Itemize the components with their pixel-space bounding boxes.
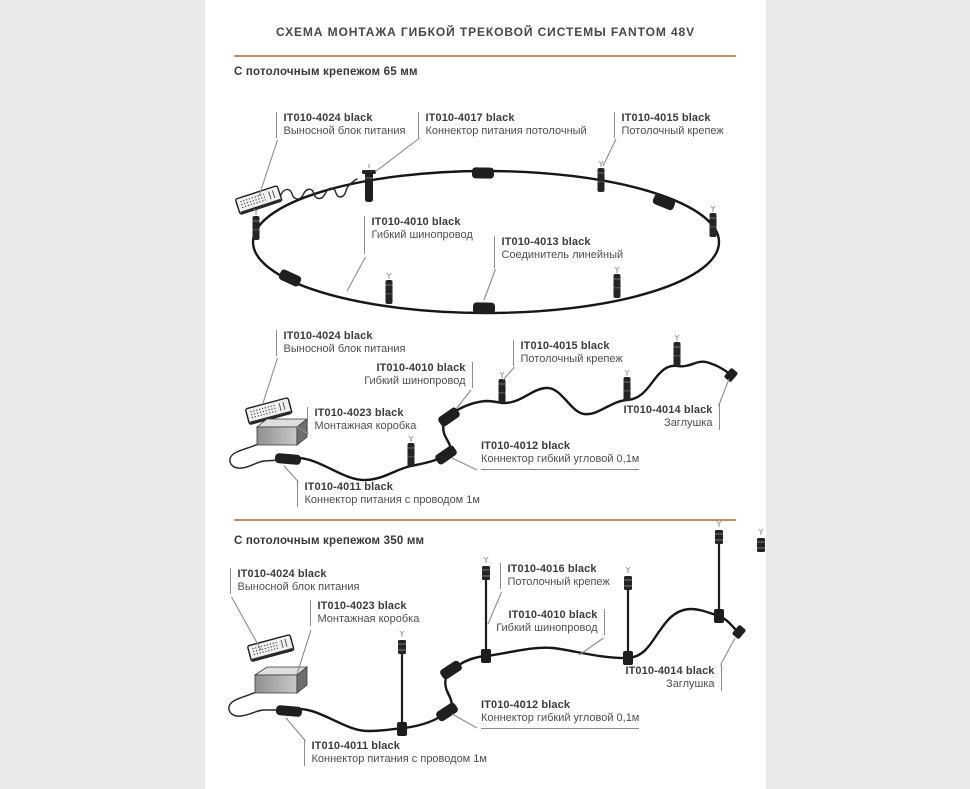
label-d3-power-supply xyxy=(230,568,359,594)
linear-connector-icon xyxy=(278,268,303,287)
ceiling-mount-icon xyxy=(624,370,631,401)
part-desc: Гибкий шинопровод xyxy=(496,622,598,634)
part-code: IT010-4010 black xyxy=(371,216,461,228)
label-d3-ceiling-mount xyxy=(500,563,610,589)
part-code: IT010-4013 black xyxy=(501,236,591,248)
label-d2-ceiling-mount xyxy=(513,340,623,366)
label-d2-endcap xyxy=(623,404,720,430)
label-d3-corner-connector xyxy=(481,699,639,729)
part-desc: Потолочный крепеж xyxy=(507,576,610,588)
mounting-box-icon xyxy=(255,667,307,693)
label-d1-flexible-track xyxy=(364,216,473,254)
section-heading-350mm: С потолочным крепежом 350 мм xyxy=(234,535,425,547)
part-desc: Потолочный крепеж xyxy=(520,353,623,365)
ceiling-mount-icon xyxy=(674,335,681,366)
part-desc: Выносной блок питания xyxy=(237,581,360,593)
part-desc: Коннектор питания с проводом 1м xyxy=(311,753,487,765)
part-code: IT010-4012 black xyxy=(481,440,571,452)
label-d2-corner-connector xyxy=(481,440,639,470)
ceiling-mount-icon xyxy=(499,372,506,403)
part-code: IT010-4023 black xyxy=(317,600,407,612)
ceiling-mount-icon xyxy=(408,436,415,467)
label-d1-ceiling-power-connector xyxy=(418,112,587,138)
label-d3-mounting-box xyxy=(310,600,419,626)
label-d1-power-supply xyxy=(276,112,405,138)
part-desc: Монтажная коробка xyxy=(314,420,417,432)
part-code: IT010-4023 black xyxy=(314,407,404,419)
part-desc: Выносной блок питания xyxy=(283,125,406,137)
label-d2-power-supply xyxy=(276,330,405,356)
part-desc: Коннектор питания потолочный xyxy=(425,125,587,137)
part-code: IT010-4015 black xyxy=(520,340,610,352)
part-desc: Гибкий шинопровод xyxy=(371,229,473,241)
part-desc: Соединитель линейный xyxy=(501,249,624,261)
label-d2-mounting-box xyxy=(307,407,416,433)
power-wire xyxy=(230,444,281,468)
flexible-track-loop xyxy=(253,171,719,313)
part-code: IT010-4014 black xyxy=(625,665,715,677)
part-code: IT010-4014 black xyxy=(623,404,713,416)
spare-mount-detail-icon xyxy=(757,529,765,552)
corner-connector-icon xyxy=(434,444,458,466)
power-wire xyxy=(229,692,280,716)
mounting-box-icon xyxy=(257,419,307,445)
section-heading-65mm: С потолочным крепежом 65 мм xyxy=(234,66,418,78)
part-desc: Коннектор гибкий угловой 0,1м xyxy=(481,453,640,465)
divider-line xyxy=(234,519,736,521)
part-code: IT010-4010 black xyxy=(376,362,466,374)
power-connector-icon xyxy=(276,705,303,717)
linear-connector-icon xyxy=(472,167,494,178)
part-desc: Заглушка xyxy=(664,417,713,429)
part-desc: Заглушка xyxy=(666,678,715,690)
diagram-65mm-oval xyxy=(235,138,719,314)
part-desc: Коннектор гибкий угловой 0,1м xyxy=(481,712,640,724)
part-code: IT010-4024 black xyxy=(283,112,373,124)
power-connector-icon xyxy=(275,453,302,465)
part-code: IT010-4010 black xyxy=(508,609,598,621)
part-desc: Гибкий шинопровод xyxy=(364,375,466,387)
power-wire xyxy=(280,179,357,199)
part-code: IT010-4017 black xyxy=(425,112,515,124)
part-desc: Коннектор питания с проводом 1м xyxy=(304,494,480,506)
part-code: IT010-4015 black xyxy=(621,112,711,124)
page-title: СХЕМА МОНТАЖА ГИБКОЙ ТРЕКОВОЙ СИСТЕМЫ FANTOM 48V xyxy=(275,25,696,39)
part-code: IT010-4011 black xyxy=(304,481,393,493)
ceiling-power-connector-icon xyxy=(362,164,376,202)
power-supply-icon xyxy=(235,186,282,215)
label-d2-flexible-track xyxy=(364,362,473,388)
part-code: IT010-4024 black xyxy=(283,330,373,342)
ceiling-mount-icon xyxy=(386,273,393,304)
endcap-icon xyxy=(724,368,739,383)
label-d1-linear-connector xyxy=(494,236,623,268)
part-desc: Монтажная коробка xyxy=(317,613,420,625)
label-d3-power-connector xyxy=(304,740,487,766)
part-code: IT010-4016 black xyxy=(507,563,597,575)
label-d3-endcap xyxy=(625,665,722,691)
part-code: IT010-4012 black xyxy=(481,699,571,711)
corner-connector-icon xyxy=(439,659,463,680)
part-desc: Выносной блок питания xyxy=(283,343,406,355)
label-d2-power-connector xyxy=(297,481,480,507)
label-d3-flexible-track xyxy=(496,609,605,635)
ceiling-mount-icon xyxy=(253,209,260,240)
divider-line xyxy=(234,55,736,57)
label-d1-ceiling-mount xyxy=(614,112,724,138)
part-code: IT010-4024 black xyxy=(237,568,327,580)
corner-connector-icon xyxy=(435,701,459,722)
ceiling-mount-icon xyxy=(710,206,717,237)
linear-connector-icon xyxy=(473,302,495,313)
part-desc: Потолочный крепеж xyxy=(621,125,724,137)
ceiling-mount-icon xyxy=(614,267,621,298)
part-code: IT010-4011 black xyxy=(311,740,400,752)
